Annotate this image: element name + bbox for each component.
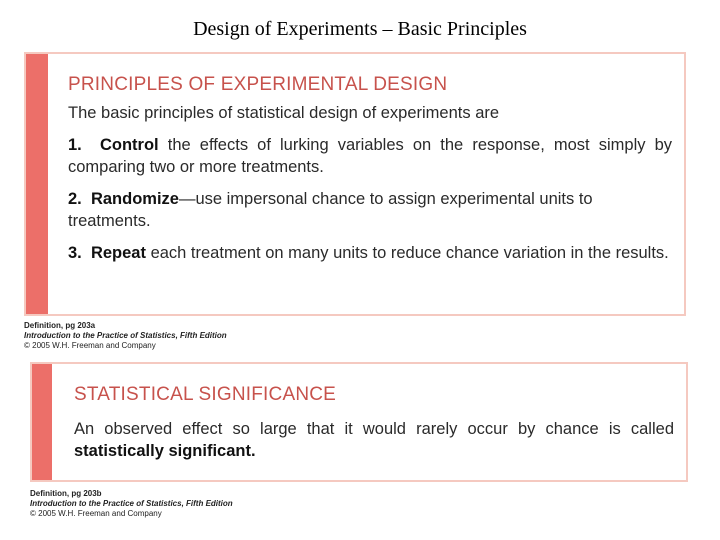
principles-caption [24, 321, 227, 351]
caption-definition: Definition, pg 203a [24, 321, 96, 330]
principle-item-control [68, 134, 672, 178]
principle-number: 2. [68, 190, 82, 208]
principle-text: each treatment on many units to reduce chance variation in the results. [150, 244, 669, 262]
significance-definition [74, 418, 674, 462]
significance-heading: STATISTICAL SIGNIFICANCE [74, 384, 337, 405]
slide-title: Design of Experiments – Basic Principles [193, 18, 527, 40]
caption-book: Introduction to the Practice of Statistics, Fifth Edition [30, 499, 233, 508]
significance-text: An observed effect so large that it would rarely occur by chance is called [74, 420, 674, 438]
significance-caption [30, 489, 233, 519]
significance-term: statistically significant. [74, 442, 256, 460]
principle-keyword: Randomize [90, 190, 179, 208]
principle-item-randomize [68, 188, 672, 232]
principles-intro: The basic principles of statistical design of experiments are [68, 104, 500, 122]
principles-accent-bar [26, 54, 48, 314]
principle-number: 1. [68, 136, 82, 154]
principles-box [24, 52, 686, 316]
principles-heading: PRINCIPLES OF EXPERIMENTAL DESIGN [68, 74, 448, 95]
principle-number: 3. [68, 244, 82, 262]
significance-accent-bar [32, 364, 52, 480]
caption-copyright: © 2005 W.H. Freeman and Company [30, 509, 162, 518]
principle-item-repeat [68, 242, 672, 264]
caption-copyright: © 2005 W.H. Freeman and Company [24, 341, 156, 350]
caption-book: Introduction to the Practice of Statistics, Fifth Edition [24, 331, 227, 340]
principle-keyword: Control [99, 136, 159, 154]
principle-text: —use impersonal chance to assign experimental units to treatments. [68, 190, 593, 230]
significance-box [30, 362, 688, 482]
principle-keyword: Repeat [90, 244, 146, 262]
principle-text: the effects of lurking variables on the response, most simply by comparing two or more treatments. [68, 136, 673, 176]
caption-definition: Definition, pg 203b [30, 489, 102, 498]
